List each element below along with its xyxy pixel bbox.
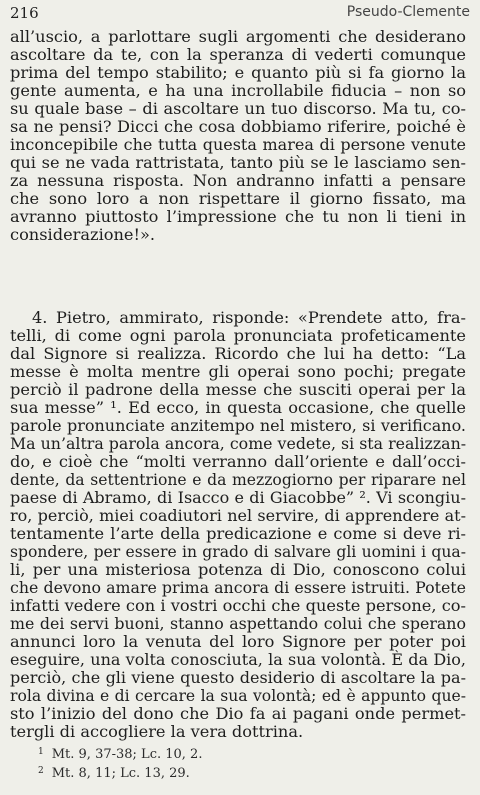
text-line: dal Signore si realizza. Ricordo che lui ha detto: “La xyxy=(10,344,466,363)
footnotes xyxy=(38,744,202,782)
page-number: 216 xyxy=(10,4,39,22)
text-line: considerazione!». xyxy=(10,225,156,244)
text-line: messe è molta mentre gli operai sono pochi; pregate xyxy=(10,362,466,381)
text-line: all’uscio, a parlottare sugli argomenti che desiderano xyxy=(10,27,466,46)
page-header xyxy=(10,4,470,24)
footnote-text: Mt. 8, 11; Lc. 13, 29. xyxy=(51,766,190,781)
paragraph-1 xyxy=(10,28,466,244)
text-line: perciò il padrone della messe che susciti operai per la xyxy=(10,380,466,399)
text-line: che sono loro a non rispettare il giorno fissato, ma xyxy=(10,189,466,208)
footnote-number: 2 xyxy=(38,766,44,776)
text-line: dente, da settentrione e da mezzogiorno per riparare nel xyxy=(10,471,466,489)
text-line: do, e cioè che “molti verranno dall’oriente e dall’occi- xyxy=(10,452,466,471)
text-line: Ma un’altra parola ancora, come vedete, si sta realizzan- xyxy=(10,434,467,453)
text-line: prima del tempo stabilito; e quanto più si fa giorno la xyxy=(10,63,466,82)
text-line: annunci loro la venuta del loro Signore per poter poi xyxy=(10,632,466,651)
footnote-2 xyxy=(38,763,202,782)
text-line: spondere, per essere in grado di salvare gli uomini i qua- xyxy=(10,543,466,561)
text-line: za nessuna risposta. Non andranno infatti a pensare xyxy=(10,171,466,190)
text-line: telli, di come ogni parola pronunciata profeticamente xyxy=(10,326,466,345)
text-line: parole pronunciate anzitempo nel mistero, si verificano. xyxy=(10,416,466,435)
text-line: gente aumenta, e ha una incrollabile fiducia – non so xyxy=(10,81,466,100)
text-line: paese di Abramo, di Isacco e di Giacobbe” ². Vi scongiu- xyxy=(10,488,466,507)
text-line: perciò, che gli viene questo desiderio di ascoltare la pa- xyxy=(10,668,466,687)
text-line: tentamente l’arte della predicazione e come si deve ri- xyxy=(10,524,466,543)
text-line: avranno piuttosto l’impressione che tu non li tieni in xyxy=(10,207,466,226)
text-line: inconcepibile che tutta questa marea di persone venute xyxy=(10,135,466,154)
text-line: su quale base – di ascoltare un tuo discorso. Ma tu, co- xyxy=(10,99,466,118)
text-line: sua messe” ¹. Ed ecco, in questa occasione, che quelle xyxy=(10,398,466,417)
text-line: me dei servi buoni, stanno aspettando colui che sperano xyxy=(10,614,466,633)
text-line: ro, perciò, miei coadiutori nel servire, di apprendere at- xyxy=(10,506,466,525)
footnote-text: Mt. 9, 37-38; Lc. 10, 2. xyxy=(51,747,203,762)
paragraph-2 xyxy=(10,309,466,741)
text-line: 4. Pietro, ammirato, risponde: «Prendete atto, fra- xyxy=(32,308,466,327)
text-line: qui se ne vada rattristata, tanto più se le lasciamo sen- xyxy=(10,153,466,172)
text-line: rola divina e di cercare la sua volontà; ed è appunto que- xyxy=(10,687,466,705)
text-line: che devono amare prima ancora di essere istruiti. Potete xyxy=(10,578,466,597)
running-title: Pseudo-Clemente xyxy=(346,4,470,20)
text-line: sa ne pensi? Dicci che cosa dobbiamo riferire, poiché è xyxy=(10,117,466,136)
text-line: ascoltare da te, con la speranza di vederti comunque xyxy=(10,45,466,64)
text-line: li, per una misteriosa potenza di Dio, conoscono colui xyxy=(10,560,466,579)
footnote-number: 1 xyxy=(38,747,44,757)
text-line: tergli di accogliere la vera dottrina. xyxy=(10,722,304,741)
text-line: eseguire, una volta conosciuta, la sua volontà. È da Dio, xyxy=(10,650,466,669)
footnote-1 xyxy=(38,744,202,763)
text-line: sto l’inizio del dono che Dio fa ai pagani onde permet- xyxy=(10,704,466,723)
text-line: infatti vedere con i vostri occhi che queste persone, co- xyxy=(10,596,466,615)
